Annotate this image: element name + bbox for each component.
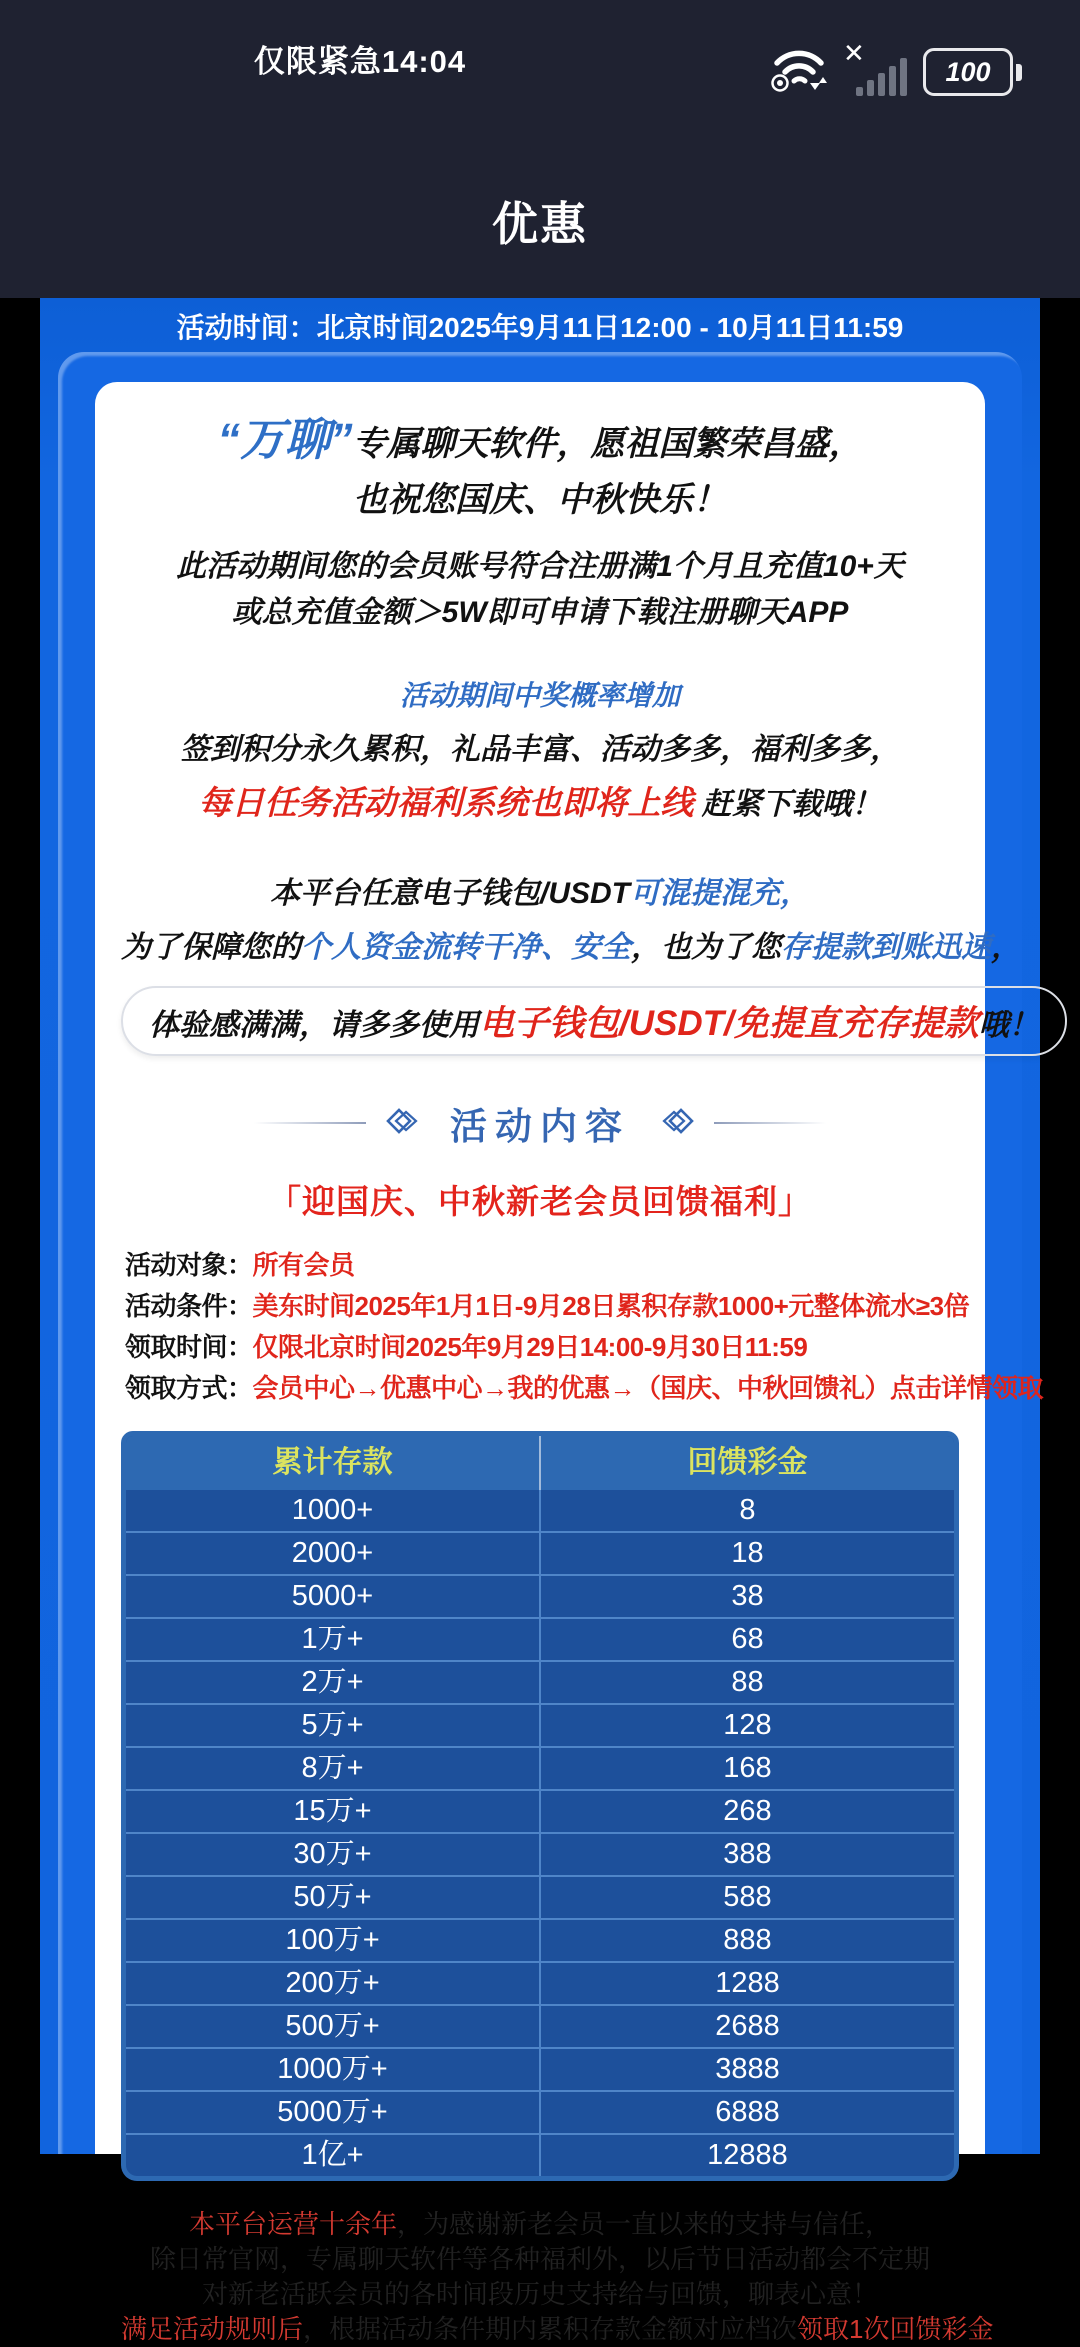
table-cell-deposit: 2000+ — [126, 1533, 541, 1574]
table-cell-deposit: 30万+ — [126, 1834, 541, 1875]
table-row — [126, 1746, 954, 1789]
detail-value: 仅限北京时间2025年9月29日14:00-9月30日11:59 — [252, 1332, 808, 1362]
wallet-l2-black1: 为了保障您的 — [121, 931, 301, 964]
ornament-line-left — [254, 1122, 366, 1124]
table-cell-bonus: 2688 — [715, 2010, 780, 2042]
pill-red: 电子钱包/USDT/免提直充存提款 — [479, 1004, 979, 1043]
table-cell-deposit: 1000+ — [126, 1490, 541, 1531]
table-cell-bonus: 1288 — [715, 1967, 780, 1999]
wallet-l2-black2: ，也为了您 — [631, 931, 781, 964]
table-cell-bonus: 3888 — [715, 2053, 780, 2085]
table-row — [126, 1617, 954, 1660]
promo-line-2: 签到积分永久累积，礼品丰富、活动多多，福利多多， — [180, 733, 900, 766]
table-row — [126, 1703, 954, 1746]
detail-label: 活动对象： — [125, 1250, 253, 1280]
promo-panel — [58, 352, 1044, 2344]
footer-line-3: 对新老活跃会员的各时间段历史支持给与回馈，聊表心意！ — [201, 2279, 878, 2309]
table-cell-deposit: 1亿+ — [126, 2135, 541, 2176]
table-cell-deposit: 1000万+ — [126, 2049, 541, 2090]
deposit-bonus-table — [121, 1431, 959, 2181]
table-cell-deposit: 15万+ — [126, 1791, 541, 1832]
status-and-title-area — [0, 0, 1080, 298]
table-header-bonus: 回馈彩金 — [687, 1446, 808, 1479]
table-cell-deposit: 200万+ — [126, 1963, 541, 2004]
ornament-line-right — [714, 1122, 826, 1124]
wallet-l2-black3: ， — [991, 931, 1021, 964]
diamond-ornament-right-icon — [656, 1103, 702, 1144]
intro-line-3: 此活动期间您的会员账号符合注册满1个月且充值10+天 — [176, 550, 904, 583]
battery-nub — [1016, 64, 1022, 81]
promo-card — [95, 382, 1044, 2344]
detail-label: 活动条件： — [125, 1291, 253, 1321]
pill-black1: 体验感满满，请多多使用 — [149, 1009, 479, 1042]
table-row — [126, 1875, 954, 1918]
intro-line-2: 也祝您国庆、中秋快乐！ — [353, 481, 727, 519]
footer-l1-red: 本平台运营十余年 — [188, 2209, 397, 2239]
table-cell-bonus: 888 — [723, 1924, 772, 1956]
table-cell-bonus: 168 — [723, 1752, 772, 1784]
activity-time-banner: 活动时间：北京时间2025年9月11日12:00 - 10月11日11:59 — [176, 312, 904, 343]
table-cell-deposit: 1万+ — [126, 1619, 541, 1660]
promo-black-text: 赶紧下载哦！ — [693, 788, 882, 821]
table-row — [126, 1961, 954, 2004]
promo-red-text: 每日任务活动福利系统也即将上线 — [198, 784, 694, 821]
table-cell-bonus: 18 — [731, 1537, 764, 1569]
detail-value: 会员中心→优惠中心→我的优惠→（国庆、中秋回馈礼）点击详情领取 — [252, 1373, 1044, 1403]
table-cell-deposit: 500万+ — [126, 2006, 541, 2047]
no-signal-icon — [843, 40, 907, 98]
promo-highlight-line: 活动期间中奖概率增加 — [399, 680, 680, 711]
brand-name: “万聊” — [217, 414, 353, 465]
battery-icon — [923, 48, 1022, 96]
detail-value: 所有会员 — [252, 1250, 355, 1280]
status-icons — [767, 40, 1022, 98]
wallet-line-1 — [121, 872, 959, 916]
table-cell-deposit: 5000万+ — [126, 2092, 541, 2133]
table-cell-bonus: 8 — [739, 1494, 756, 1526]
table-cell-deposit: 5000+ — [126, 1576, 541, 1617]
footer-l4-black: ，根据活动条件期内累积存款金额对应档次 — [303, 2314, 798, 2344]
table-row — [126, 1574, 954, 1617]
wallet-line-2 — [121, 926, 1021, 970]
intro-line-1 — [121, 416, 959, 468]
wallet-l2-blue1: 个人资金流转干净、安全 — [301, 931, 631, 964]
table-row — [126, 1531, 954, 1574]
card-footer — [121, 2207, 994, 2347]
intro-line-4: 或总充值金额＞5W即可申请下载注册聊天APP — [231, 596, 849, 629]
detail-label: 领取方式： — [125, 1373, 253, 1403]
table-row — [126, 1832, 954, 1875]
wallet-pill — [121, 986, 1067, 1056]
table-cell-bonus: 12888 — [707, 2139, 788, 2171]
footer-line-2: 除日常官网，专属聊天软件等各种福利外，以后节日活动都会不定期 — [149, 2244, 930, 2274]
table-row — [126, 1789, 954, 1832]
detail-row-target — [125, 1245, 959, 1286]
detail-label: 领取时间： — [125, 1332, 253, 1362]
footer-l4-red1: 满足活动规则后 — [121, 2314, 304, 2344]
wifi-icon — [767, 41, 827, 98]
event-title: 「迎国庆、中秋新老会员回馈福利」 — [268, 1183, 812, 1220]
table-row — [126, 1490, 954, 1531]
diamond-ornament-left-icon — [378, 1103, 424, 1144]
table-header-row — [126, 1436, 954, 1490]
table-cell-bonus: 68 — [731, 1623, 764, 1655]
status-text: 仅限紧急14:04 — [253, 44, 467, 79]
page-title: 优惠 — [492, 198, 588, 250]
section-header — [121, 1096, 959, 1150]
intro-line-1-text: 专属聊天软件，愿祖国繁荣昌盛， — [352, 425, 863, 463]
promo-line-3 — [121, 780, 959, 828]
table-row — [126, 1660, 954, 1703]
table-cell-bonus: 388 — [723, 1838, 772, 1870]
detail-value: 美东时间2025年1月1日-9月28日累积存款1000+元整体流水≥3倍 — [252, 1291, 970, 1321]
wallet-l1-black: 本平台任意电子钱包/USDT — [270, 877, 630, 910]
table-cell-deposit: 50万+ — [126, 1877, 541, 1918]
wallet-l1-blue: 可混提混充， — [630, 877, 810, 910]
detail-row-condition — [125, 1286, 970, 1327]
table-cell-deposit: 8万+ — [126, 1748, 541, 1789]
table-cell-bonus: 38 — [731, 1580, 764, 1612]
table-header-deposit: 累计存款 — [126, 1436, 541, 1490]
pill-black2: 哦！ — [978, 1009, 1039, 1042]
detail-row-claim-time — [125, 1327, 959, 1368]
section-title: 活动内容 — [450, 1106, 630, 1147]
table-cell-deposit: 2万+ — [126, 1662, 541, 1703]
table-cell-bonus: 6888 — [715, 2096, 780, 2128]
table-row — [126, 2133, 954, 2176]
promo-page-background — [40, 298, 1044, 2344]
table-row — [126, 2047, 954, 2090]
table-cell-deposit: 5万+ — [126, 1705, 541, 1746]
signal-x-mark: ✕ — [843, 38, 865, 68]
detail-row-claim-method — [125, 1368, 1044, 1409]
footer-l1-black: ，为感谢新老会员一直以来的支持与信任， — [397, 2209, 892, 2239]
table-row — [126, 2090, 954, 2133]
battery-level: 100 — [923, 48, 1013, 96]
table-cell-bonus: 588 — [723, 1881, 772, 1913]
table-cell-bonus: 268 — [723, 1795, 772, 1827]
table-row — [126, 1918, 954, 1961]
table-cell-deposit: 100万+ — [126, 1920, 541, 1961]
event-details — [121, 1245, 1044, 1409]
table-cell-bonus: 88 — [731, 1666, 764, 1698]
wallet-l2-blue2: 存提款到账迅速 — [781, 931, 991, 964]
table-cell-bonus: 128 — [723, 1709, 772, 1741]
footer-line-1 — [121, 2207, 959, 2242]
deposit-table-body — [126, 1490, 954, 2176]
table-row — [126, 2004, 954, 2047]
footer-l4-red2: 领取1次回馈彩金 — [797, 2314, 994, 2344]
footer-line-4 — [121, 2312, 994, 2347]
